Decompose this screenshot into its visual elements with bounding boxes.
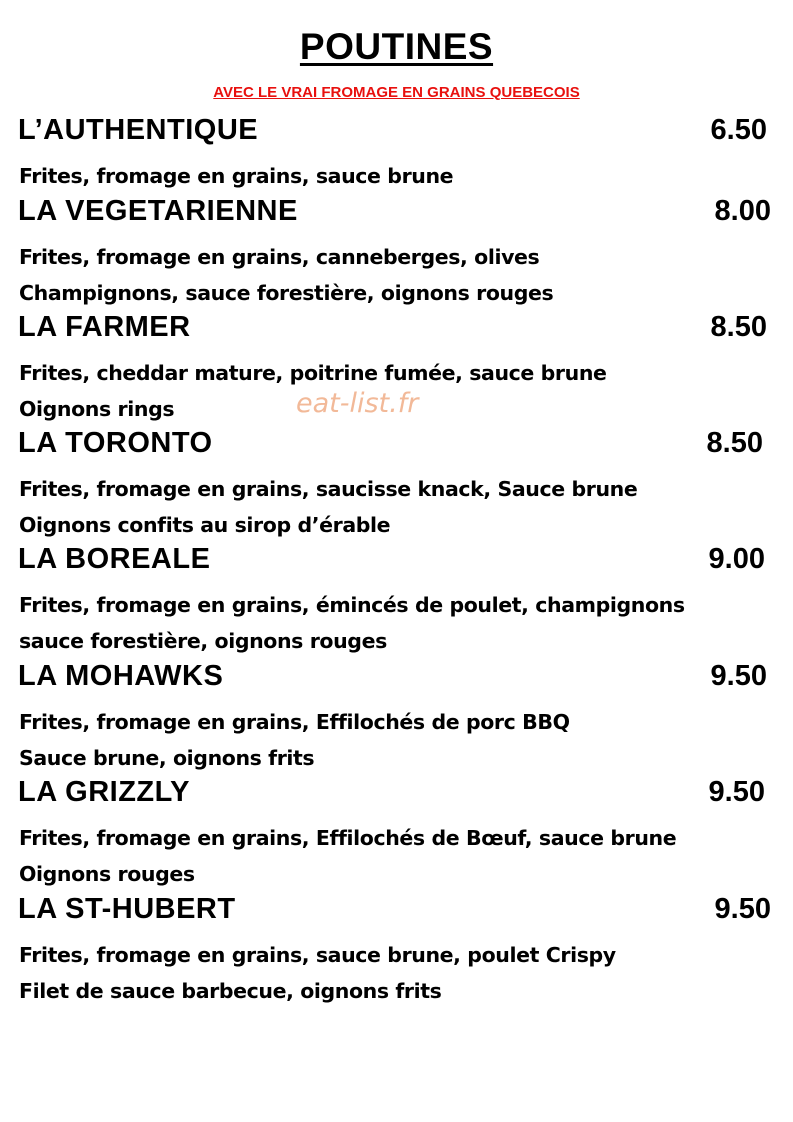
item-price: 8.50 bbox=[710, 311, 767, 343]
item-description bbox=[19, 471, 637, 543]
menu-item-st-hubert bbox=[18, 893, 773, 1009]
menu-item-mohawks bbox=[18, 660, 773, 776]
item-description bbox=[19, 820, 676, 892]
item-name: LA VEGETARIENNE bbox=[18, 195, 298, 227]
item-price: 9.00 bbox=[708, 543, 765, 575]
description-line: Oignons rouges bbox=[19, 862, 195, 886]
menu-item-grizzly bbox=[18, 776, 773, 893]
description-line: Frites, fromage en grains, saucisse knack, Sauce brune bbox=[19, 477, 638, 501]
description-line: Oignons confits au sirop d’érable bbox=[19, 513, 391, 537]
item-description bbox=[19, 937, 616, 1009]
menu-list bbox=[18, 114, 773, 1009]
description-line: Frites, cheddar mature, poitrine fumée, sauce brune bbox=[19, 361, 607, 385]
item-description bbox=[19, 158, 453, 194]
item-name: LA MOHAWKS bbox=[18, 660, 224, 692]
item-name: L’AUTHENTIQUE bbox=[18, 114, 259, 146]
item-description bbox=[19, 239, 553, 311]
description-line: Frites, fromage en grains, Effilochés de Bœuf, sauce brune bbox=[19, 826, 677, 850]
item-name: LA GRIZZLY bbox=[18, 776, 191, 808]
item-name: LA TORONTO bbox=[18, 427, 213, 459]
menu-item-vegetarienne bbox=[18, 195, 773, 311]
description-line: Frites, fromage en grains, sauce brune bbox=[19, 164, 454, 188]
item-name: LA BOREALE bbox=[18, 543, 211, 575]
menu-item-authentique bbox=[18, 114, 773, 195]
description-line: sauce forestière, oignons rouges bbox=[19, 629, 387, 653]
item-price: 6.50 bbox=[710, 114, 767, 146]
menu-subtitle: AVEC LE VRAI FROMAGE EN GRAINS QUEBECOIS bbox=[213, 84, 580, 101]
description-line: Champignons, sauce forestière, oignons rouges bbox=[19, 281, 554, 305]
menu-title: POUTINES bbox=[299, 26, 494, 67]
item-description bbox=[19, 704, 570, 776]
item-price: 9.50 bbox=[714, 893, 771, 925]
item-price: 8.00 bbox=[714, 195, 771, 227]
description-line: Sauce brune, oignons frits bbox=[19, 746, 315, 770]
item-price: 9.50 bbox=[710, 660, 767, 692]
menu-item-toronto bbox=[18, 427, 773, 543]
description-line: Frites, fromage en grains, Effilochés de porc BBQ bbox=[19, 710, 570, 734]
item-description bbox=[19, 587, 685, 659]
item-name: LA ST-HUBERT bbox=[18, 893, 236, 925]
description-line: Frites, fromage en grains, sauce brune, poulet Crispy bbox=[19, 943, 616, 967]
description-line: Frites, fromage en grains, émincés de poulet, champignons bbox=[19, 593, 685, 617]
item-name: LA FARMER bbox=[18, 311, 191, 343]
item-price: 8.50 bbox=[706, 427, 763, 459]
description-line: Oignons rings bbox=[19, 397, 175, 421]
item-price: 9.50 bbox=[708, 776, 765, 808]
watermark: eat-list.fr bbox=[296, 388, 419, 419]
description-line: Frites, fromage en grains, canneberges, olives bbox=[19, 245, 540, 269]
menu-item-boreale bbox=[18, 543, 773, 660]
description-line: Filet de sauce barbecue, oignons frits bbox=[19, 979, 442, 1003]
